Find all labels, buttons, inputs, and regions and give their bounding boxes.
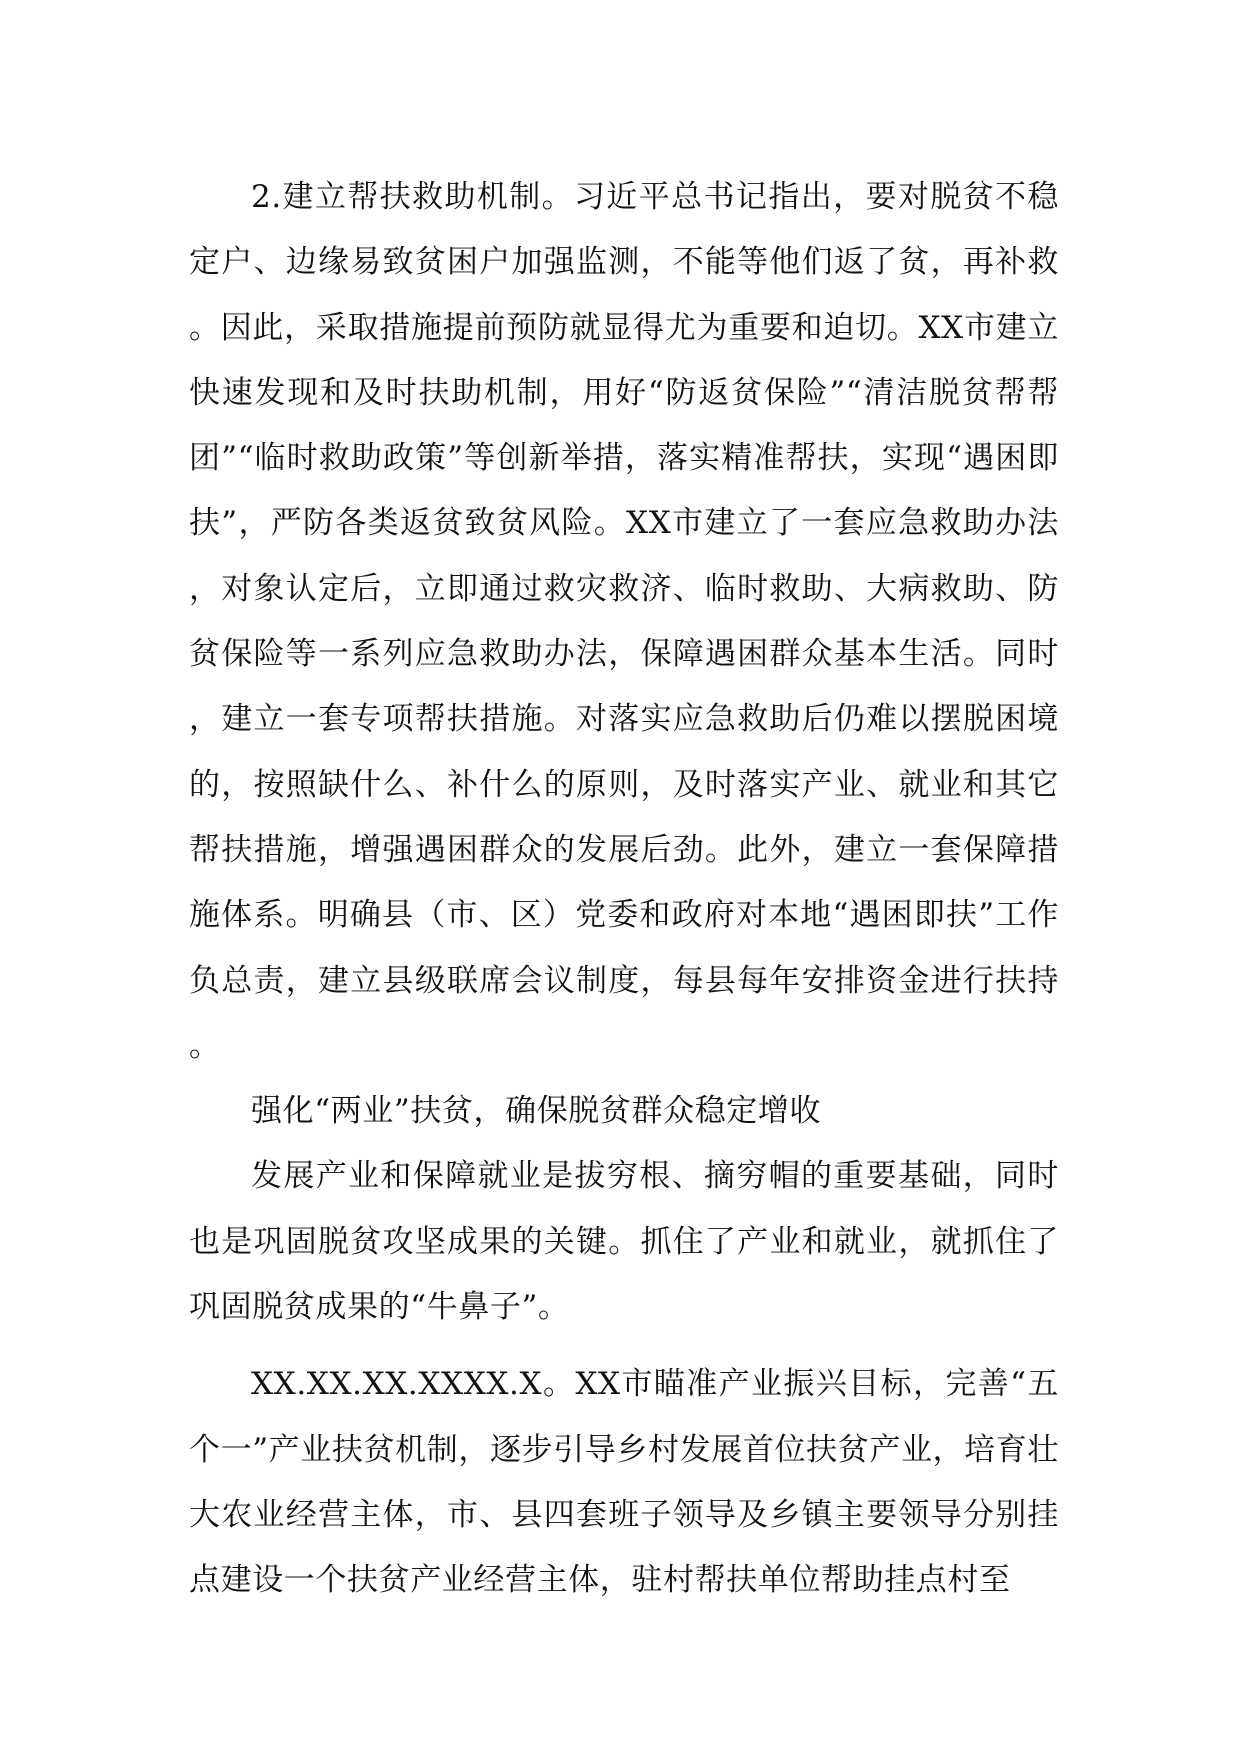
- section-heading: 强化“两业”扶贫，确保脱贫群众稳定增收: [251, 1093, 822, 1130]
- document-page: [189, 165, 1059, 1614]
- paragraph-industry-target: XX.XX.XX.XXXX.X。XX市瞄准产业振兴目标，完善“五个一”产业扶贫机制，逐步引导乡村发展首位扶贫产业，培育壮大农业经营主体，市、县四套班子领导及乡镇主要领导分别挂点建设一个扶贫产业经营主体，驻村帮扶单位帮助挂点村至: [189, 1366, 1059, 1599]
- paragraph-industry-employment: 发展产业和保障就业是拔穷根、摘穷帽的重要基础，同时也是巩固脱贫攻坚成果的关键。抓住了产业和就业，就抓住了巩固脱贫成果的“牛鼻子”。: [189, 1158, 1059, 1326]
- paragraph-help-mechanism: 2.建立帮扶救助机制。习近平总书记指出，要对脱贫不稳定户、边缘易致贫困户加强监测，不能等他们返了贫，再补救。因此，采取措施提前预防就显得尤为重要和迫切。XX市建立快速发现和及时扶助机制，用好“防返贫保险”“清洁脱贫帮帮团”“临时救助政策”等创新举措，落实精准帮扶，实现“遇困即扶”，严防各类返贫致贫风险。XX市建立了一套应急救助办法，对象认定后，立即通过救灾救济、临时救助、大病救助、防贫保险等一系列应急救助办法，保障遇困群众基本生活。同时，建立一套专项帮扶措施。对落实应急救助后仍难以摆脱困境的，按照缺什么、补什么的原则，及时落实产业、就业和其它帮扶措施，增强遇困群众的发展后劲。此外，建立一套保障措施体系。明确县（市、区）党委和政府对本地“遇困即扶”工作负总责，建立县级联席会议制度，每县每年安排资金进行扶持。: [189, 179, 1059, 1064]
